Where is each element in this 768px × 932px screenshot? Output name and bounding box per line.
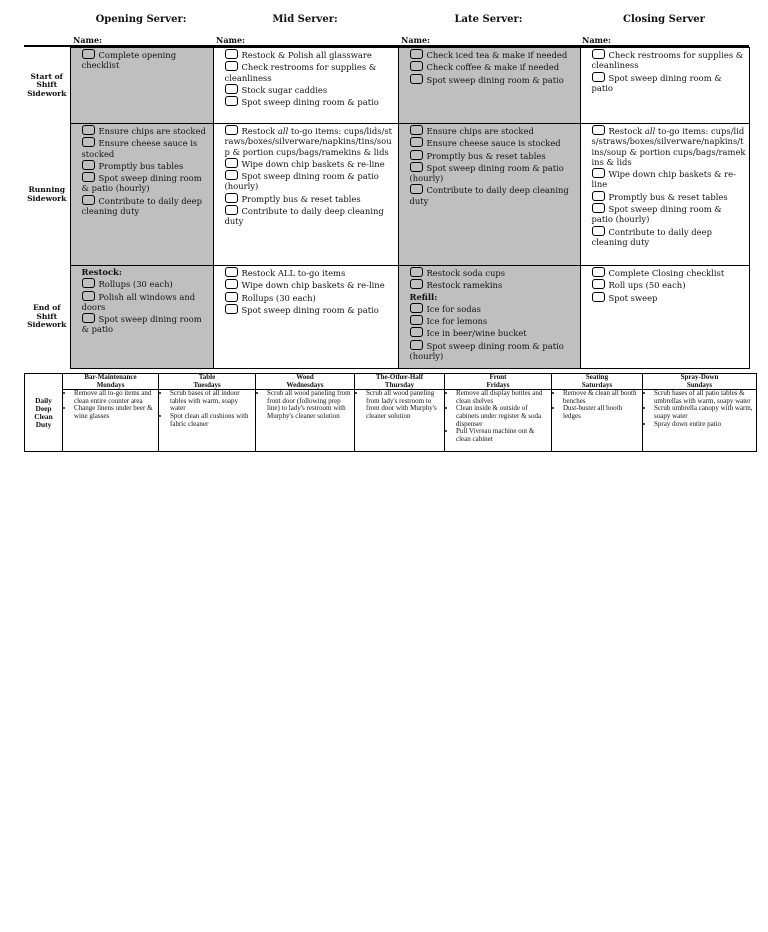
- day-tasks: • Scrub bases of all indoor tables with warm, soapy water • Spot clean all cushions with fabric cleaner: [159, 390, 256, 452]
- checkbox[interactable]: [225, 193, 238, 203]
- checkbox[interactable]: [82, 278, 95, 288]
- refill-heading: Refill:: [409, 291, 438, 302]
- checkbox[interactable]: [225, 61, 238, 71]
- checkbox[interactable]: [82, 125, 95, 135]
- row-label-end: End of Shift Sidework: [24, 266, 70, 369]
- day-header: The-Other-Half Thursday: [355, 374, 445, 390]
- task-item: Spot sweep dining room & patio: [591, 72, 722, 93]
- task-item: Contribute to daily deep cleaning duty: [409, 185, 569, 206]
- checkbox[interactable]: [225, 158, 238, 168]
- row-running: [24, 124, 749, 266]
- task-item: Check restrooms for supplies & cleanliness: [591, 50, 744, 71]
- task-item: Wipe down chip baskets & re-line: [225, 279, 395, 290]
- checkbox[interactable]: [225, 96, 238, 106]
- header-late: Late Server:: [454, 14, 523, 25]
- row-end: [24, 266, 749, 369]
- cell-start-opening: [70, 48, 213, 124]
- checkbox[interactable]: [82, 49, 95, 59]
- task-item: Contribute to daily deep cleaning duty: [591, 226, 712, 247]
- task-item: Spot sweep dining room & patio: [81, 314, 202, 335]
- day-header: Front Fridays: [445, 374, 552, 390]
- task-item: Ensure chips are stocked: [410, 125, 577, 136]
- sidework-table: [24, 47, 750, 369]
- header-closing: Closing Server: [623, 14, 705, 25]
- checkbox[interactable]: [410, 315, 423, 325]
- checkbox[interactable]: [592, 191, 605, 201]
- checkbox[interactable]: [410, 184, 423, 194]
- checkbox[interactable]: [82, 160, 95, 170]
- task-item: Ensure cheese sauce is stocked: [410, 137, 577, 148]
- day-tasks: • Remove all to-go items and clean entire counter area • Change linens under beer & wine glasses: [63, 390, 159, 452]
- task-item: Wipe down chip baskets & re-line: [225, 158, 395, 169]
- row-label-start: Start of Shift Sidework: [24, 48, 70, 124]
- task-item: Complete Closing checklist: [592, 267, 746, 278]
- task-item: Spot sweep dining room & patio (hourly): [591, 204, 722, 225]
- task-item: Restock all to-go items: cups/lids/straws/boxes/silverware/napkins/tins/soup & portion cups/bags/ramekins & lids: [224, 126, 393, 157]
- checkbox[interactable]: [592, 125, 605, 135]
- checkbox[interactable]: [592, 279, 605, 289]
- task-item: Promptly bus & reset tables: [410, 150, 577, 161]
- task-item: Spot sweep: [592, 292, 746, 303]
- day-tasks: • Scrub all wood paneling from front door (following prep line) to lady's restroom with Murphy's cleaner solution: [256, 390, 355, 452]
- checkbox[interactable]: [410, 162, 423, 172]
- row-start: [24, 48, 749, 124]
- checkbox[interactable]: [225, 279, 238, 289]
- task-item: Restock ramekins: [410, 279, 577, 290]
- checkbox[interactable]: [410, 340, 423, 350]
- checkbox[interactable]: [82, 291, 95, 301]
- task-item: Spot sweep dining room & patio: [410, 74, 577, 85]
- checkbox[interactable]: [592, 292, 605, 302]
- task-item: Restock & Polish all glassware: [225, 49, 395, 60]
- cell-start-closing: [580, 48, 749, 124]
- checkbox[interactable]: [225, 205, 238, 215]
- day-header: Spray-Down Sundays: [643, 374, 757, 390]
- checkbox[interactable]: [410, 137, 423, 147]
- day-tasks: • Scrub bases of all patio tables & umbrellas with warm, soapy water • Scrub umbrella canopy with warm, soapy water • Spray down entire patio: [643, 390, 757, 452]
- checkbox[interactable]: [82, 137, 95, 147]
- checkbox[interactable]: [410, 267, 423, 277]
- checkbox[interactable]: [410, 74, 423, 84]
- day-tasks: • Scrub all wood paneling from lady's restroom to front door with Murphy's cleaner solution: [355, 390, 445, 452]
- cell-running-opening: [70, 124, 213, 266]
- task-item: Wipe down chip baskets & re-line: [591, 169, 736, 190]
- deep-clean-label: Daily Deep Clean Duty: [25, 374, 63, 452]
- task-item: Rollups (30 each): [82, 278, 210, 289]
- cell-end-late: [398, 266, 580, 369]
- cell-running-closing: [580, 124, 749, 266]
- checkbox[interactable]: [592, 226, 605, 236]
- name-label-mid: Name:: [216, 35, 246, 45]
- task-item: Spot sweep dining room & patio: [225, 304, 395, 315]
- checkbox[interactable]: [592, 267, 605, 277]
- task-item: Promptly bus & reset tables: [592, 191, 746, 202]
- task-item: Contribute to daily deep cleaning duty: [81, 195, 202, 217]
- task-item: Check coffee & make if needed: [410, 61, 577, 72]
- task-item: Check iced tea & make if needed: [410, 49, 577, 60]
- header-mid: Mid Server:: [272, 14, 338, 25]
- checkbox[interactable]: [410, 49, 423, 59]
- day-tasks: • Remove all display bottles and clean shelves • Clean inside & outside of cabinets under register & soda dispenser • Pull Vivreau machine out & clean cabinet: [445, 390, 552, 452]
- checkbox[interactable]: [82, 195, 95, 205]
- checkbox[interactable]: [225, 84, 238, 94]
- checkbox[interactable]: [592, 49, 605, 59]
- deep-clean-header-row: [25, 374, 757, 390]
- checkbox[interactable]: [410, 61, 423, 71]
- checkbox[interactable]: [410, 150, 423, 160]
- deep-clean-table: [24, 373, 757, 452]
- checkbox[interactable]: [225, 304, 238, 314]
- task-item: Spot sweep dining room & patio (hourly): [224, 171, 379, 192]
- header-opening: Opening Server:: [95, 14, 187, 25]
- task-item: Restock soda cups: [410, 267, 577, 278]
- name-label-opening: Name:: [73, 35, 103, 45]
- checkbox[interactable]: [225, 170, 238, 180]
- task-item: Spot sweep dining room & patio (hourly): [81, 173, 202, 194]
- task-item: Promptly bus & reset tables: [225, 193, 395, 204]
- task-item: Rollups (30 each): [225, 292, 395, 303]
- checkbox[interactable]: [82, 172, 95, 182]
- task-item: Spot sweep dining room & patio: [225, 96, 395, 107]
- checkbox[interactable]: [410, 303, 423, 313]
- cell-start-late: [398, 48, 580, 124]
- deep-clean-tasks-row: [25, 390, 757, 452]
- day-header: Seating Saturdays: [552, 374, 643, 390]
- task-item: Ice in beer/wine bucket: [410, 327, 577, 338]
- task-item: Ice for lemons: [410, 315, 577, 326]
- task-item: Stock sugar caddies: [225, 84, 395, 95]
- task-item: Promptly bus tables: [82, 160, 210, 171]
- name-label-closing: Name:: [582, 35, 612, 45]
- day-header: Table Tuesdays: [159, 374, 256, 390]
- checkbox[interactable]: [410, 125, 423, 135]
- task-item: Check restrooms for supplies & cleanliness: [224, 62, 377, 83]
- checkbox[interactable]: [225, 267, 238, 277]
- checkbox[interactable]: [592, 72, 605, 82]
- cell-running-mid: [213, 124, 398, 266]
- task-item: Spot sweep dining room & patio (hourly): [409, 340, 564, 362]
- checkbox[interactable]: [225, 49, 238, 59]
- cell-end-opening: [70, 266, 213, 369]
- name-label-late: Name:: [401, 35, 431, 45]
- task-item: Roll ups (50 each): [592, 279, 746, 290]
- cell-start-mid: [213, 48, 398, 124]
- day-header: Bar-Maintenance Mondays: [63, 374, 159, 390]
- checkbox[interactable]: [410, 279, 423, 289]
- task-item: Spot sweep dining room & patio (hourly): [409, 162, 564, 184]
- checkbox[interactable]: [592, 168, 605, 178]
- cell-end-mid: [213, 266, 398, 369]
- day-header: Wood Wednesdays: [256, 374, 355, 390]
- checkbox[interactable]: [592, 203, 605, 213]
- task-item: Contribute to daily deep cleaning duty: [224, 206, 384, 227]
- task-item: Polish all windows and doors: [81, 291, 196, 312]
- checkbox[interactable]: [410, 327, 423, 337]
- row-label-running: Running Sidework: [24, 124, 70, 266]
- task-item: Ensure chips are stocked: [82, 125, 210, 136]
- task-item: Restock all to-go items: cups/lids/straws/boxes/silverware/napkins/tins/soup & portion cups/bags/ramekins & lids: [591, 126, 746, 167]
- task-item: Restock ALL to-go items: [225, 267, 395, 278]
- task-item: Complete opening checklist: [81, 50, 177, 71]
- task-item: Ice for sodas: [410, 303, 577, 314]
- day-tasks: • Remove & clean all booth benches • Dust-buster all booth ledges: [552, 390, 643, 452]
- checkbox[interactable]: [225, 125, 238, 135]
- cell-end-closing: [580, 266, 749, 369]
- cell-running-late: [398, 124, 580, 266]
- task-item: Ensure cheese sauce is stocked: [81, 138, 198, 159]
- restock-heading: Restock:: [81, 267, 122, 277]
- checkbox[interactable]: [225, 292, 238, 302]
- checkbox[interactable]: [82, 313, 95, 323]
